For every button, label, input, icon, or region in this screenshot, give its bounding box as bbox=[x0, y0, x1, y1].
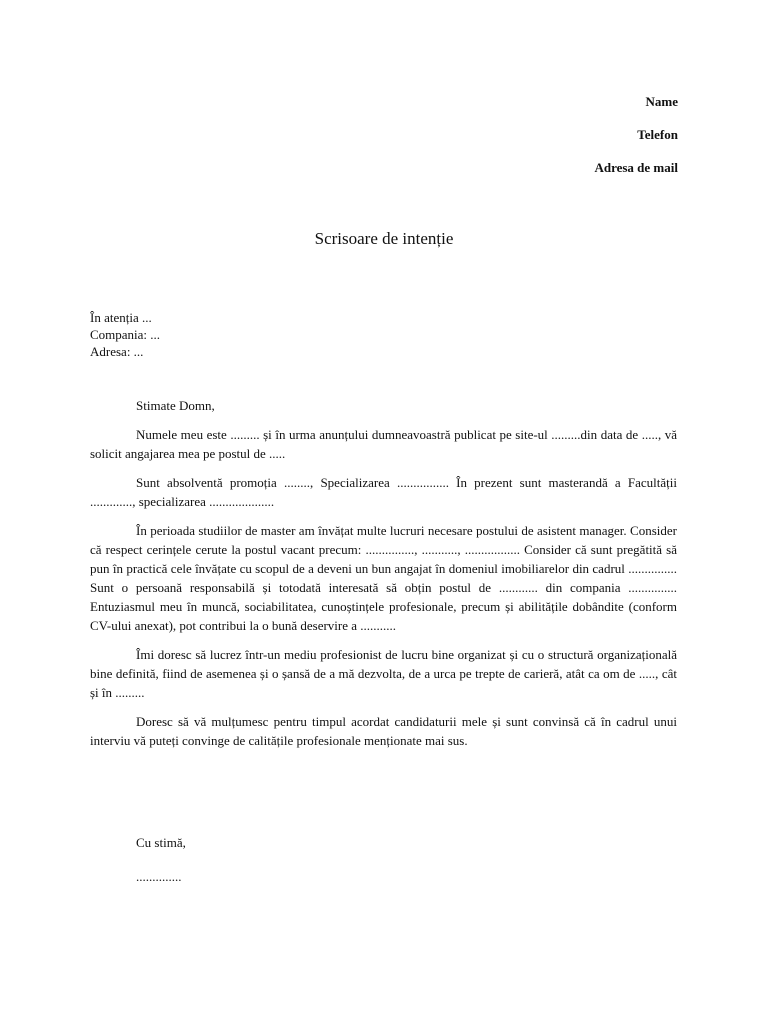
letter-title: Scrisoare de intenție bbox=[314, 229, 454, 248]
paragraph-motivation: Îmi doresc să lucrez într-un mediu profesionist de lucru bine organizat și cu o structură organizațională bine definită, fiind de asemenea și o șansă de a mă dezvolta, de a urca pe trepte de carieră, atât ca om de ....., cât și în ......... bbox=[90, 647, 677, 700]
paragraph-intro: Numele meu este ......... și în urma anunțului dumneavoastră publicat pe site-ul .........din data de ....., vă solicit angajarea mea pe postul de ..... bbox=[90, 427, 677, 461]
recipient-block bbox=[90, 309, 160, 360]
recipient-attention: În atenția ... bbox=[90, 310, 152, 325]
closing-text: Cu stimă, bbox=[136, 835, 186, 850]
paragraph-qualifications: În perioada studiilor de master am învățat multe lucruri necesare postului de asistent manager. Consider că respect cerințele cerute la postul vacant precum: ..............., ..........., ................. Consider că sunt pregătită să pun în practică cele învățate cu scopul de a deveni un bun angajat în domeniul imobiliarelor din cadrul ............... Sunt o persoană responsabilă și totodată interesată să obțin postul de ............ din compania ............... Entuziasmul meu în muncă, sociabilitatea, cunoștințele profesionale, precum și abilitățile dobândite (conform CV-ului anexat), pot contribui la o bună deservire a ........... bbox=[90, 523, 677, 633]
sender-name: Name bbox=[645, 94, 678, 109]
sender-phone: Telefon bbox=[637, 127, 678, 142]
paragraph-thanks: Doresc să vă mulțumesc pentru timpul acordat candidaturii mele și sunt convinsă că în cadrul unui interviu vă puteți convinge de calitățile profesionale menționate mai sus. bbox=[90, 714, 677, 748]
salutation: Stimate Domn, bbox=[136, 398, 215, 413]
letter-body bbox=[90, 396, 677, 760]
closing-block bbox=[136, 834, 186, 885]
signature-placeholder: .............. bbox=[136, 869, 182, 884]
paragraph-education: Sunt absolventă promoția ........, Specializarea ................ În prezent sunt masterandă a Facultății ............., specializarea .................... bbox=[90, 475, 677, 509]
recipient-company: Compania: ... bbox=[90, 327, 161, 342]
recipient-address: Adresa: ... bbox=[90, 344, 144, 359]
sender-email: Adresa de mail bbox=[594, 160, 678, 175]
sender-block bbox=[594, 94, 678, 193]
